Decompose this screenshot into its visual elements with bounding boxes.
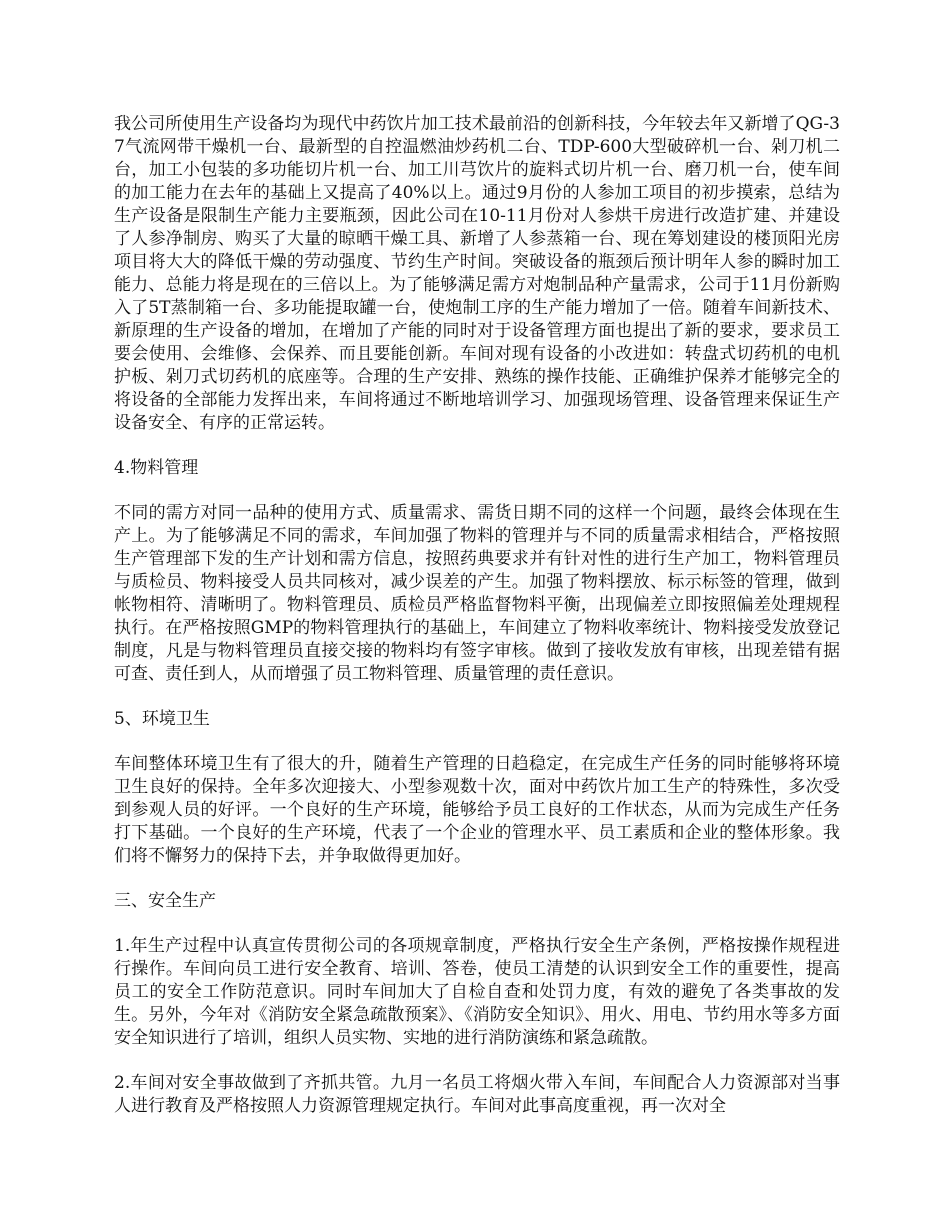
- paragraph-safety-1: 1.年生产过程中认真宣传贯彻公司的各项规章制度，严格执行安全生产条例，严格按操作规程进行操作。车间向员工进行安全教育、培训、答卷，使员工清楚的认识到安全工作的重要性，提高员工的安全工作防范意识。同时车间加大了自检自查和处罚力度，有效的避免了各类事故的发生。另外，今年对《消防安全紧急疏散预案》、《消防安全知识》、用火、用电、节约用水等多方面安全知识进行了培训，组织人员实物、实地的进行消防演练和紧急疏散。: [114, 936, 840, 1048]
- paragraph-materials: 不同的需方对同一品种的使用方式、质量需求、需货日期不同的这样一个问题，最终会体现在生产上。为了能够满足不同的需求，车间加强了物料的管理并与不同的质量需求相结合，严格按照生产管理部下发的生产计划和需方信息，按照药典要求并有针对性的进行生产加工，物料管理员与质检员、物料接受人员共同核对，减少误差的产生。加强了物料摆放、标示标签的管理，做到帐物相符、清晰明了。物料管理员、质检员严格监督物料平衡，出现偏差立即按照偏差处理规程执行。在严格按照GMP的物料管理执行的基础上，车间建立了物料收率统计、物料接受发放登记制度，凡是与物料管理员直接交接的物料均有签字审核。做到了接收发放有审核，出现差错有据可查、责任到人，从而增强了员工物料管理、质量管理的责任意识。: [114, 503, 840, 684]
- section-heading-safety: 三、安全生产: [114, 891, 216, 911]
- paragraph-equipment: 我公司所使用生产设备均为现代中药饮片加工技术最前沿的创新科技，今年较去年又新增了QG-37气流网带干燥机一台、最新型的自控温燃油炒药机二台、TDP-600大型破碎机一台、剁刀机二台，加工小包装的多功能切片机一台、加工川芎饮片的旋料式切片机一台、磨刀机一台，使车间的加工能力在去年的基础上又提高了40%以上。通过9月份的人参加工项目的初步摸索，总结为生产设备是限制生产能力主要瓶颈，因此公司在10-11月份对人参烘干房进行改造扩建、并建设了人参净制房、购买了大量的晾晒干燥工具、新增了人参蒸箱一台、现在筹划建设的楼顶阳光房项目将大大的降低干燥的劳动强度、节约生产时间。突破设备的瓶颈后预计明年人参的瞬时加工能力、总能力将是现在的三倍以上。为了能够满足需方对炮制品种产量需求，公司于11月份新购入了5T蒸制箱一台、多功能提取罐一台，使炮制工序的生产能力增加了一倍。随着车间新技术、新原理的生产设备的增加，在增加了产能的同时对于设备管理方面也提出了新的要求，要求员工要会使用、会维修、会保养、而且要能创新。车间对现有设备的小改进如：转盘式切药机的电机护板、剁刀式切药机的底座等。合理的生产安排、熟练的操作技能、正确维护保养才能够完全的将设备的全部能力发挥出来，车间将通过不断地培训学习、加强现场管理、设备管理来保证生产设备安全、有序的正常运转。: [114, 114, 840, 433]
- document-body: [114, 113, 840, 1140]
- paragraph-safety-2: 2.车间对安全事故做到了齐抓共管。九月一名员工将烟火带入车间，车间配合人力资源部对当事人进行教育及严格按照人力资源管理规定执行。车间对此事高度重视，再一次对全: [114, 1073, 840, 1116]
- paragraph-environment: 车间整体环境卫生有了很大的升，随着生产管理的日趋稳定，在完成生产任务的同时能够将环境卫生良好的保持。全年多次迎接大、小型参观数十次，面对中药饮片加工生产的特殊性，多次受到参观人员的好评。一个良好的生产环境，能够给予员工良好的工作状态，从而为完成生产任务打下基础。一个良好的生产环境，代表了一个企业的管理水平、员工素质和企业的整体形象。我们将不懈努力的保持下去，并争取做得更加好。: [114, 754, 840, 866]
- section-heading-materials: 4.物料管理: [114, 458, 199, 478]
- section-heading-environment: 5、环境卫生: [114, 709, 210, 729]
